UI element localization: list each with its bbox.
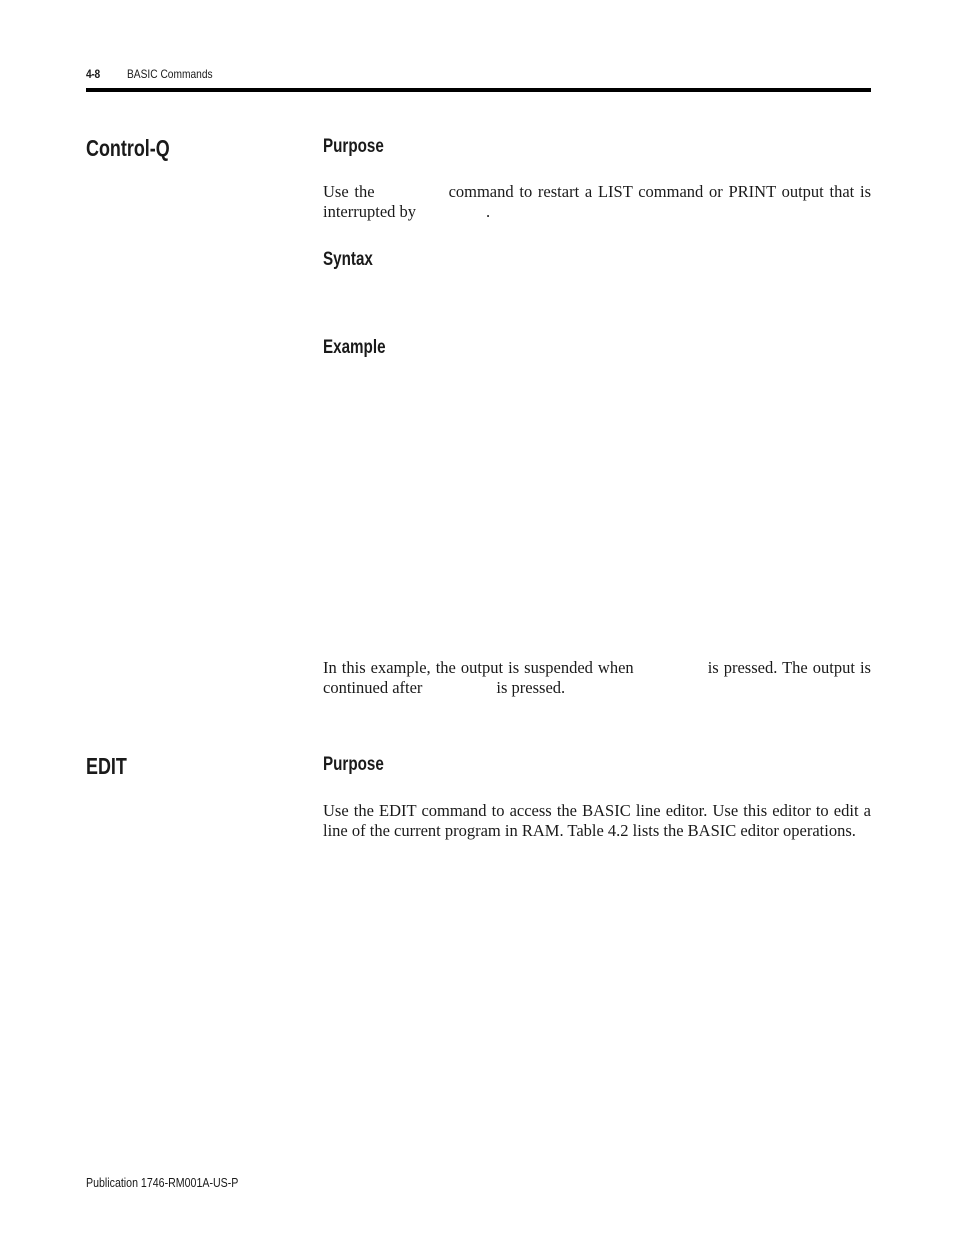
- edit-heading: EDIT: [86, 753, 127, 779]
- control-q-example-paragraph: [323, 658, 871, 698]
- page-number: 4-8: [86, 67, 100, 81]
- example-text-middle: is pressed. The output is continued after: [323, 658, 871, 697]
- purpose-text-middle: command to restart a LIST command or PRINT output that is interrupted by: [323, 182, 871, 221]
- edit-purpose-paragraph: Use the EDIT command to access the BASIC line editor. Use this editor to edit a line of the current program in RAM. Table 4.2 lists the BASIC editor operations.: [323, 801, 871, 840]
- example-text-start: In this example, the output is suspended when: [323, 658, 634, 677]
- control-q-purpose-heading: Purpose: [323, 136, 384, 157]
- control-q-purpose-paragraph: [323, 182, 871, 222]
- control-q-heading: Control-Q: [86, 135, 170, 161]
- control-q-example-heading: Example: [323, 337, 386, 358]
- purpose-text-end: .: [486, 202, 491, 221]
- example-text-end: is pressed.: [496, 678, 566, 697]
- edit-purpose-heading: Purpose: [323, 754, 384, 775]
- publication-footer: Publication 1746-RM001A-US-P: [86, 1176, 239, 1190]
- chapter-title: BASIC Commands: [127, 67, 213, 81]
- control-q-syntax-heading: Syntax: [323, 249, 373, 270]
- purpose-text-start: Use the: [323, 182, 375, 201]
- header-rule: [86, 88, 871, 92]
